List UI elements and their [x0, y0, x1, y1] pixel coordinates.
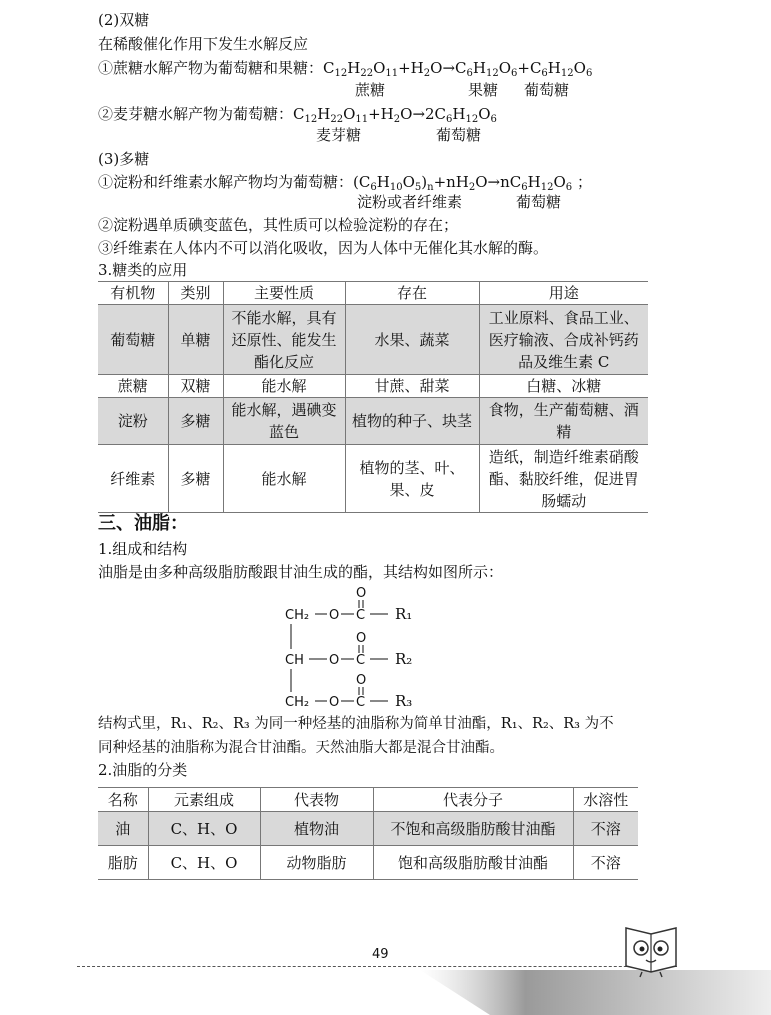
- section-heading-disaccharide: (2)双糖: [98, 11, 150, 29]
- ch2-bottom-label: CH₂: [285, 695, 310, 710]
- o-label: O: [329, 695, 340, 710]
- o-label: O: [356, 631, 367, 646]
- label-starch-cellulose: 淀粉或者纤维素: [357, 193, 463, 211]
- cell: 纤维素: [98, 445, 168, 513]
- r1-label: R₁: [395, 605, 413, 623]
- table-row: [98, 846, 638, 880]
- book-mascot-icon: [620, 916, 682, 978]
- label-sucrose: 蔗糖: [355, 81, 386, 99]
- o-label: O: [356, 673, 367, 688]
- cell: 动物脂肪: [260, 846, 373, 880]
- footer-book-shadow: [400, 966, 771, 1015]
- c-label: C: [356, 695, 366, 710]
- label-glucose-2: 葡萄糖: [436, 126, 482, 144]
- table-row: [98, 375, 648, 398]
- sucrose-formula: $C_{12}H_{22}O_{11}+H_2O\to C_6H_{12}O_6+C_6H_{12}O_6$: [323, 59, 593, 79]
- cell: 甘蔗、甜菜: [345, 375, 479, 398]
- oil-composition-title: 1.组成和结构: [98, 540, 188, 558]
- oil-section-heading: 三、油脂：: [98, 513, 188, 534]
- cell: 双糖: [168, 375, 223, 398]
- ch-mid-label: CH: [285, 653, 304, 668]
- section-heading-polysaccharide: (3)多糖: [98, 150, 150, 168]
- cell: 饱和高级脂肪酸甘油酯: [373, 846, 573, 880]
- sucrose-equation: [98, 58, 592, 78]
- cell: 植物的种子、块茎: [345, 398, 479, 445]
- r3-label: R₃: [395, 692, 413, 710]
- header-cell: 类别: [168, 282, 223, 305]
- label-glucose-1: 葡萄糖: [524, 81, 570, 99]
- oil-intro: 油脂是由多种高级脂肪酸跟甘油生成的酯，其结构如图所示：: [98, 563, 504, 581]
- sucrose-text: ①蔗糖水解产物为葡萄糖和果糖：: [98, 59, 324, 77]
- polysaccharide-equation: [98, 172, 592, 192]
- cell: 水果、蔬菜: [345, 305, 479, 375]
- cell: 不饱和高级脂肪酸甘油酯: [373, 812, 573, 846]
- cell: 油: [98, 812, 148, 846]
- cell: 脂肪: [98, 846, 148, 880]
- cell: C、H、O: [148, 812, 260, 846]
- c-label: C: [356, 608, 366, 623]
- maltose-equation: [98, 104, 497, 124]
- page-number: 49: [372, 947, 389, 962]
- cell: 植物油: [260, 812, 373, 846]
- header-cell: 元素组成: [148, 788, 260, 812]
- hydrolysis-condition: 在稀酸催化作用下发生水解反应: [98, 35, 309, 53]
- cell: 多糖: [168, 398, 223, 445]
- cell: C、H、O: [148, 846, 260, 880]
- cell: 不能水解，具有还原性、能发生酯化反应: [223, 305, 345, 375]
- table-row: [98, 445, 648, 513]
- c-label: C: [356, 653, 366, 668]
- polysaccharide-text: ①淀粉和纤维素水解产物均为葡萄糖：: [98, 173, 354, 191]
- header-cell: 主要性质: [223, 282, 345, 305]
- cell: 葡萄糖: [98, 305, 168, 375]
- sugar-application-title: 3.糖类的应用: [98, 261, 188, 279]
- ch2-top-label: CH₂: [285, 608, 310, 623]
- polysaccharide-tail: ；: [576, 173, 592, 191]
- structure-description-1: 结构式里，R₁、R₂、R₃ 为同一种烃基的油脂称为简单甘油酯，R₁、R₂、R₃ 为不: [98, 716, 614, 732]
- table-row: [98, 305, 648, 375]
- cell: 能水解: [223, 375, 345, 398]
- cell: 能水解，遇碘变蓝色: [223, 398, 345, 445]
- table-row: [98, 812, 638, 846]
- maltose-formula: $C_{12}H_{22}O_{11}+H_2O\to 2C_6H_{12}O_6$: [293, 105, 497, 125]
- cell: 不溶: [573, 812, 638, 846]
- header-cell: 用途: [479, 282, 648, 305]
- cell: 不溶: [573, 846, 638, 880]
- oil-table: [98, 787, 638, 880]
- header-cell: 代表分子: [373, 788, 573, 812]
- starch-iodine-note: ②淀粉遇单质碘变蓝色，其性质可以检验淀粉的存在；: [98, 216, 459, 234]
- cell: 植物的茎、叶、果、皮: [345, 445, 479, 513]
- cell: 食物，生产葡萄糖、酒精: [479, 398, 648, 445]
- cell: 造纸，制造纤维素硝酸酯、黏胶纤维，促进胃肠蠕动: [479, 445, 648, 513]
- cell: 单糖: [168, 305, 223, 375]
- header-cell: 名称: [98, 788, 148, 812]
- o-label: O: [356, 586, 367, 601]
- header-cell: 水溶性: [573, 788, 638, 812]
- o-label: O: [329, 608, 340, 623]
- header-cell: 有机物: [98, 282, 168, 305]
- r2-label: R₂: [395, 650, 413, 668]
- header-cell: 存在: [345, 282, 479, 305]
- cellulose-note: ③纤维素在人体内不可以消化吸收，因为人体中无催化其水解的酶。: [98, 239, 549, 257]
- cell: 能水解: [223, 445, 345, 513]
- label-fructose: 果糖: [468, 81, 499, 99]
- cell: 白糖、冰糖: [479, 375, 648, 398]
- o-label: O: [329, 653, 340, 668]
- polysaccharide-formula: $(C_6H_{10}O_5)_n+nH_2O\to nC_6H_{12}O_6$: [353, 173, 573, 193]
- cell: 淀粉: [98, 398, 168, 445]
- label-maltose: 麦芽糖: [316, 126, 362, 144]
- cell: 工业原料、食品工业、医疗输液、合成补钙药品及维生素 C: [479, 305, 648, 375]
- oil-classification-title: 2.油脂的分类: [98, 761, 188, 779]
- triglyceride-structure: [275, 580, 435, 710]
- label-glucose-3: 葡萄糖: [516, 193, 562, 211]
- cell: 多糖: [168, 445, 223, 513]
- cell: 蔗糖: [98, 375, 168, 398]
- maltose-text: ②麦芽糖水解产物为葡萄糖：: [98, 105, 294, 123]
- structure-description-2: 同种烃基的油脂称为混合甘油酯。天然油脂大都是混合甘油酯。: [98, 740, 504, 756]
- sugar-table: [98, 281, 648, 513]
- header-cell: 代表物: [260, 788, 373, 812]
- table-row: [98, 398, 648, 445]
